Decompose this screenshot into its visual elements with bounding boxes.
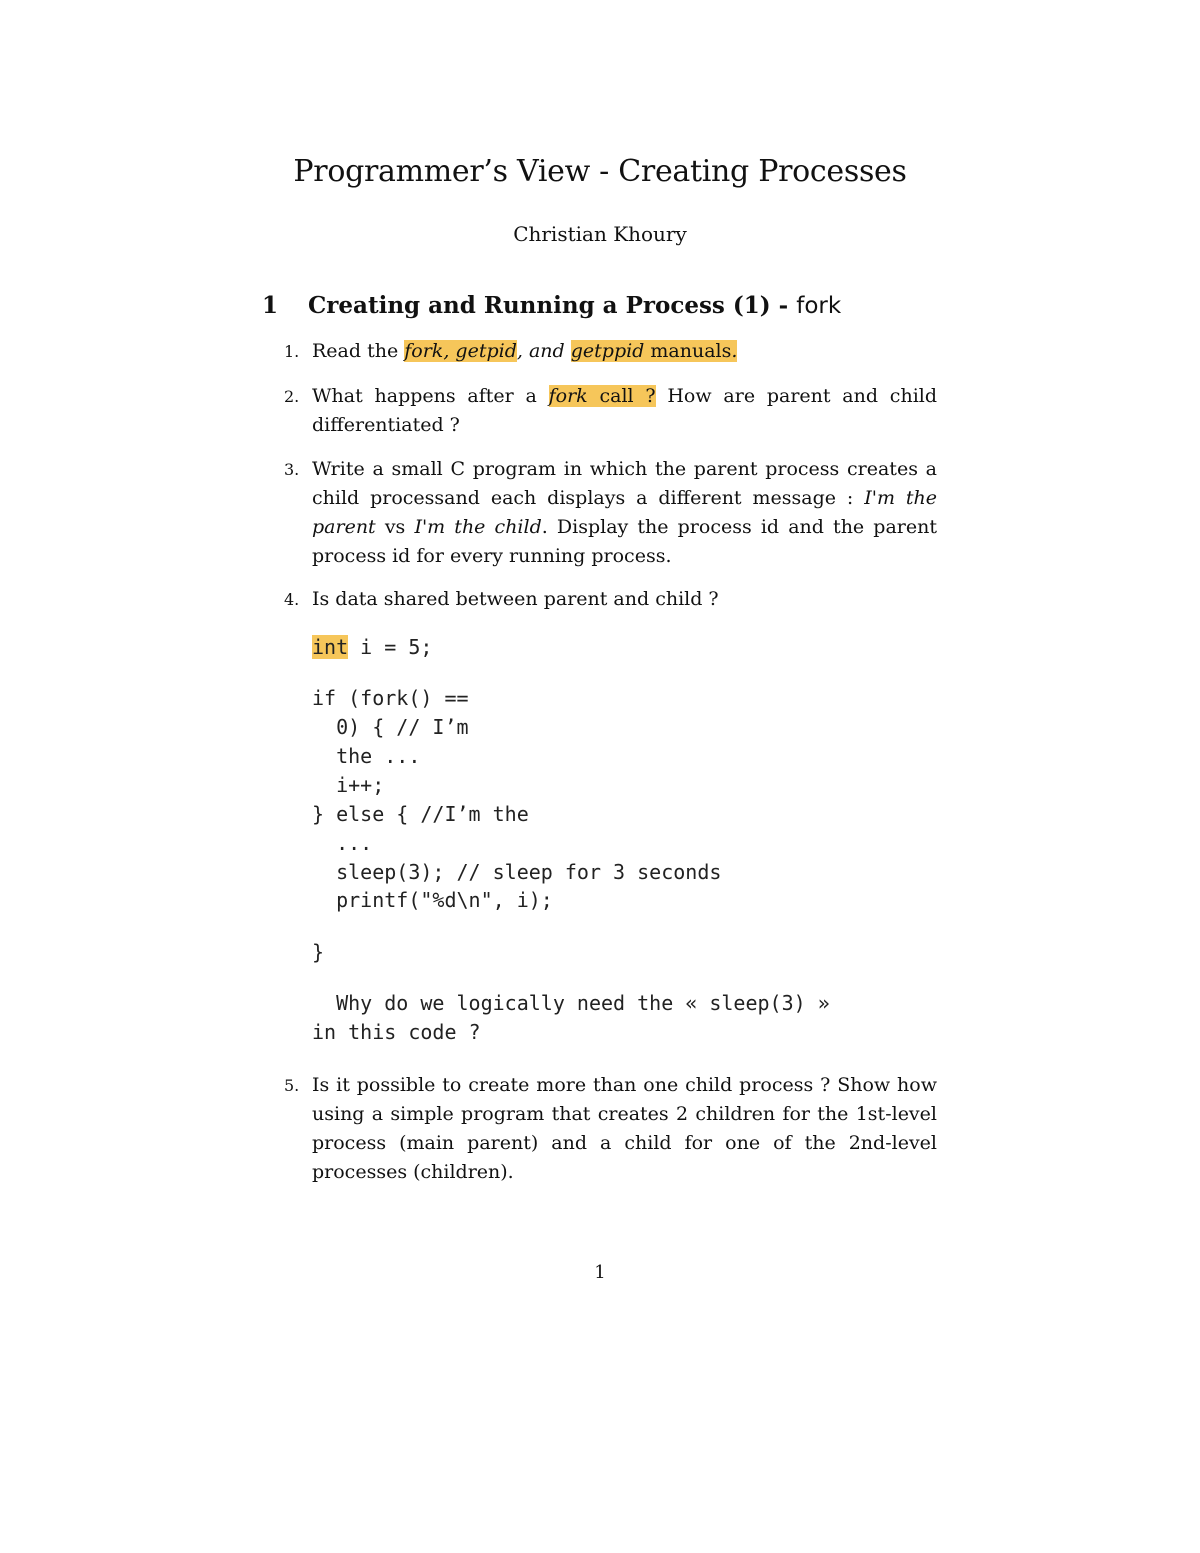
item-text: Write a small C program in which the parent process creates a child processand each displays a different message :	[312, 458, 937, 509]
code-line: }	[312, 940, 325, 964]
code-line: 0) { // I’m	[312, 715, 469, 739]
highlight-sep	[443, 340, 455, 362]
item-text: Is data shared between parent and child ?	[312, 588, 719, 610]
list-marker: 2.	[284, 387, 300, 406]
code-line: the ...	[312, 744, 421, 768]
highlight-getppid	[571, 340, 738, 362]
document-author: Christian Khoury	[513, 222, 687, 246]
code-text: i = 5;	[348, 635, 433, 659]
fork-term: fork	[404, 340, 444, 362]
highlight-fork	[404, 340, 443, 362]
code-question: Why do we logically need the « sleep(3) »	[312, 991, 830, 1015]
getpid-term: getpid	[455, 340, 517, 362]
document-title: Programmer’s View - Creating Processes	[293, 154, 907, 189]
code-line	[312, 633, 432, 662]
message-child: I'm the child	[414, 516, 542, 538]
item-text: . Display the process id and the parent process id for every running process.	[312, 516, 937, 567]
highlight-getpid	[455, 340, 516, 362]
list-marker: 5.	[284, 1076, 300, 1095]
list-item	[284, 337, 937, 366]
getppid-term: getppid	[570, 340, 645, 362]
code-question: in this code ?	[312, 1020, 481, 1044]
code-line: } else { //I’m the	[312, 802, 529, 826]
section-heading	[262, 292, 841, 319]
list-item	[284, 455, 937, 571]
code-line: if (fork() ==	[312, 686, 469, 710]
item-text: How are parent and child differentiated ?	[312, 385, 938, 436]
message-parent: I'm the parent	[312, 487, 937, 538]
list-marker: 1.	[284, 342, 300, 361]
item-text: Read the	[312, 340, 405, 362]
code-line: i++;	[312, 773, 385, 797]
highlight-fork-call	[549, 385, 656, 407]
item-text: vs	[375, 516, 415, 538]
list-marker: 3.	[284, 460, 300, 479]
item-text: What happens after a	[312, 385, 549, 407]
item-text: call ?	[587, 385, 656, 407]
list-marker: 4.	[284, 590, 300, 609]
code-line: ...	[312, 831, 373, 855]
item-text: ,	[443, 340, 456, 362]
page-number: 1	[594, 1262, 606, 1283]
fork-term: fork	[548, 385, 588, 407]
list-item	[284, 1071, 937, 1187]
highlight-int: int	[312, 635, 349, 659]
section-number: 1	[262, 292, 279, 319]
item-text: .	[731, 340, 738, 362]
code-line: printf("%d\n", i);	[312, 888, 553, 912]
item-text: Is it possible to create more than one child process ? Show how using a simple program that creates 2 children for the 1st-level process (main parent) and a child for one of the 2nd-level processes (children).	[312, 1074, 937, 1183]
item-text: , and	[516, 340, 571, 362]
section-title: Creating and Running a Process (1) -	[308, 292, 797, 319]
list-item	[284, 585, 937, 614]
item-text: manuals	[644, 340, 732, 362]
list-item	[284, 382, 938, 440]
section-title-fn: fork	[796, 293, 842, 319]
code-line: sleep(3); // sleep for 3 seconds	[312, 860, 722, 884]
